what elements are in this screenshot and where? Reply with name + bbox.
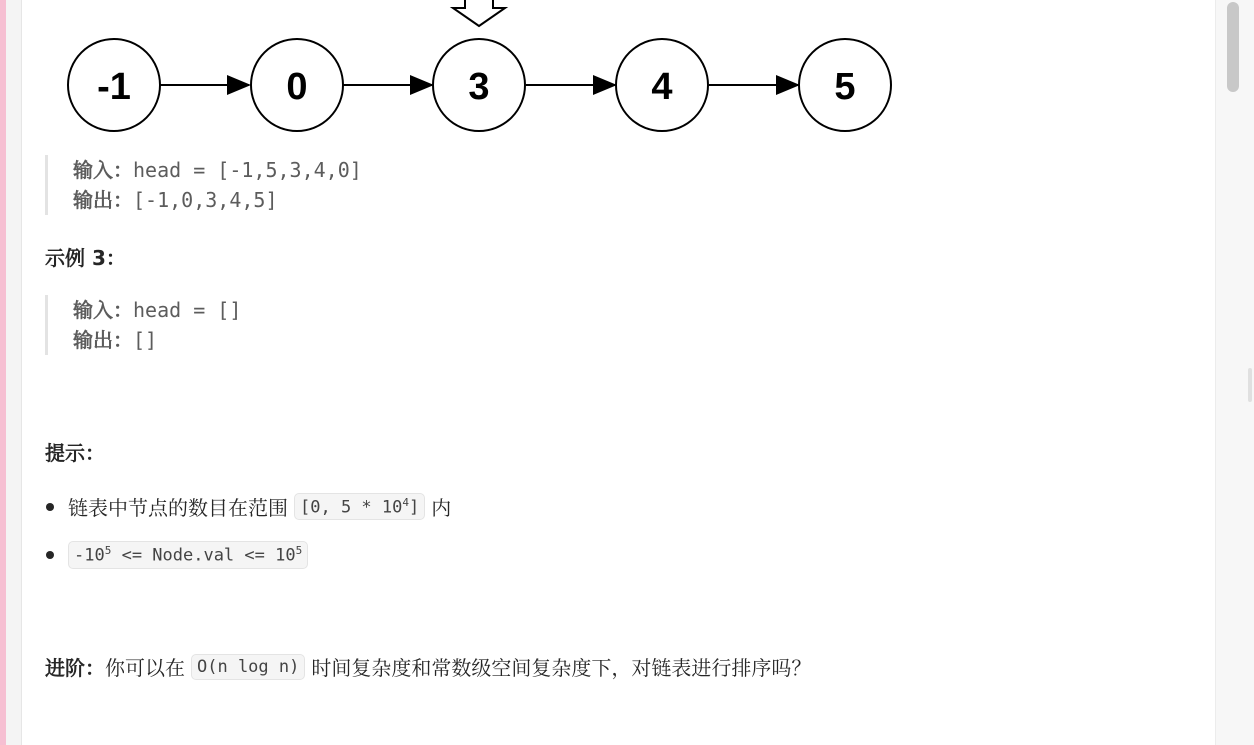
output-value: [] [133, 328, 158, 352]
example-2-output-line [73, 185, 362, 215]
output-label: 输出： [73, 188, 133, 212]
follow-up-code: O(n log n) [191, 654, 305, 680]
down-arrow-icon [453, 0, 505, 26]
hint-2-code: $-10^5$ <= Node.val <= $10^5$ [68, 541, 308, 569]
list-node-value: 5 [834, 66, 856, 108]
left-gutter [6, 0, 22, 745]
list-node-value: -1 [97, 66, 131, 108]
hint-1-code: [0, $5 * 10^4$] [294, 493, 425, 521]
list-node [251, 39, 343, 131]
hint-item-1 [45, 492, 451, 521]
output-value: [-1,0,3,4,5] [133, 188, 278, 212]
linked-list-diagram [44, 0, 904, 140]
list-node [616, 39, 708, 131]
hint-item-2 [45, 541, 314, 569]
bullet-icon [46, 503, 54, 511]
hint-1-text: 链表中节点的数目在范围 [68, 496, 288, 520]
problem-description [22, 0, 1215, 745]
list-node-value: 3 [468, 66, 490, 108]
list-node [433, 39, 525, 131]
bullet-icon [46, 551, 54, 559]
example-3-output-line [73, 325, 241, 355]
example-3-block [45, 295, 241, 355]
list-node-value: 4 [651, 66, 673, 108]
example-2-block [45, 155, 362, 215]
input-label: 输入： [73, 298, 133, 322]
list-node [68, 39, 160, 131]
example-3-input-line [73, 295, 241, 325]
hints-title: 提示： [45, 441, 105, 465]
resize-handle[interactable] [1248, 368, 1252, 402]
list-node [799, 39, 891, 131]
follow-up-text-before: 你可以在 [105, 656, 185, 680]
scrollbar-thumb[interactable] [1227, 2, 1239, 92]
input-value: head = [-1,5,3,4,0] [133, 158, 362, 182]
output-label: 输出： [73, 328, 133, 352]
hint-1-text-after: 内 [431, 496, 452, 520]
example-2-input-line [73, 155, 362, 185]
input-value: head = [] [133, 298, 242, 322]
follow-up-text-after: 时间复杂度和常数级空间复杂度下，对链表进行排序吗？ [311, 656, 812, 680]
input-label: 输入： [73, 158, 133, 182]
example-3-title: 示例 3： [45, 246, 126, 270]
list-node-value: 0 [286, 66, 308, 108]
follow-up [45, 652, 811, 681]
follow-up-label: 进阶： [45, 656, 105, 680]
